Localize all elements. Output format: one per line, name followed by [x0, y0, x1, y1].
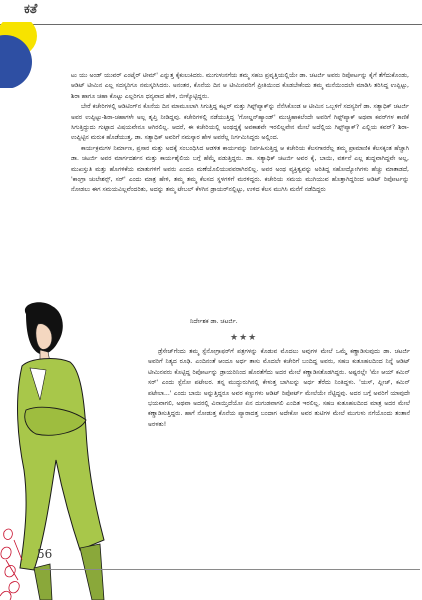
- red-flowers: [0, 529, 22, 600]
- header-divider: [0, 24, 422, 25]
- section-title: ಕತೆ: [24, 2, 38, 17]
- article-body-part-2: [148, 347, 410, 430]
- sun-circle-decoration: [0, 22, 60, 88]
- footer-divider: [40, 569, 420, 570]
- article-body-part-1: [71, 71, 409, 196]
- paragraph: ಬೇರೆ ಕಚೇರಿಗಳಲ್ಲಿ ಆಡಿಟಿಂಗ್‌ನ ಕೊನೆಯ ದಿನ ಮಾಮೂಲಾಗಿ ಸಿಗುತ್ತಿದ್ದ ಕಟ್ಲರ್ ಮತ್ತು ಗಿಫ್ಟ್‌ಪ್ಯಾಕ್‌ನ್ನು ನೆನೆಸಿಕೊಂಡ ಆ ಟೀಮಿನ ಒಬ್ಬಳಿಗೆ ಸದಸ್ಯರಿಗೆ ಡಾ. ಸತ್ಯಾಧಿಕ್ ಚಟರ್ಜಿ ಅವರ ಉಪ್ಪಿಟ್ಟು-ಶಿರಾ-ಚಹಾಗಳೇ ಅಲ್ಲ ತೃಪ್ತಿ ನೀಡಿದ್ದವು. ಕಚೇರಿಗಳಲ್ಲಿ ನಡೆಯುತ್ತಿದ್ದ 'ಗೋಲ್ಡನ್‌ಹ್ಯಾಂಡ್' ಮುಚ್ಚಿಹಾಕಲೆಂದೇ ಅವರಿಗೆ ಗಿಫ್ಟ್‌ಪ್ಯಾಕ್ ಅಥವಾ ಕವರ್‌ಗಳ ಕಾಣಿಕೆ ಸಿಗುತ್ತಿದ್ದುದು ಗುಟ್ಟಾದ ವಿಷಯವೇನೂ ಆಗಿರಲಿಲ್ಲ. ಆದರೆ, ಈ ಕಚೇರಿಯಲ್ಲಿ ಅಂಥದ್ದಕ್ಕೆ ಅವಕಾಶವೇ ಇರಲಿಲ್ಲವೇನ ಮೇಲೆ ಅದೆಲ್ಲಿಯ ಗಿಫ್ಟ್‌ಪ್ಯಾಕ್? ಎಲ್ಲಿಯ ಕವರ್? ಶಿರಾ-ಉಪ್ಪಿಟ್ಟಿನ ಮರುಕ ಹೊಡೆಯುತ್ತ, ಡಾ. ಸತ್ಯಾಧಿಕ್ ಅವರಿಗೆ ನಮಸ್ಕಾರ ಹೇಳ ಅವರೆಲ್ಲ ನಿರ್ಗಮಿಸಿದ್ದರು ಅಲ್ಲಿಂದ.: [71, 103, 409, 142]
- green-coat: [18, 359, 104, 570]
- paragraph: ಡ್ರೆಸೇಜ್‌ಗೆಂದು ತಮ್ಮ ಸ್ಟೆನೋಗ್ರಾಫರ್‌ಗೆ ಪತ್ರಗಳನ್ನು ಕೊಡುವ ಮೊದಲು ಅವುಗಳ ಮೇಲೆ ಒಮ್ಮೆ ಕಣ್ಣಾಡಿಸುವುದು ಡಾ. ಚಟರ್ಜಿ ಅವರಿಗೆ ನಿತ್ಯದ ರೂಢಿ. ಎಂದಿನಂತೆ ಆಂದೂ ಅರ್ಧ ತಾಸು ಮೊದಲೇ ಕಚೇರಿಗೆ ಬಂದಿದ್ದ ಅವರು, ಸಹಜ ಕುತೂಹಲದಿಂದ ನಿನ್ನೆ ಆಡಿಟ್ ಟೀಮಿನವರು ಕೊಟ್ಟಿದ್ದ ರಿಪೋರ್ಟನ್ನು ಡ್ರಾಯರಿನಿಂದ ಹೊರತೆಗೆದು ಅದರ ಮೇಲೆ ಕಣ್ಣಾಡಿಸತೊಡಗಿದ್ದರು. ಅಷ್ಟರಲ್ಲೇ 'ಮೇ ಆಯ್ ಕಮಿನ್ ಸರ್' ಎಂದು ಸ್ಟೆನೋ ಪಟೇಲರ. ತನ್ನ ಮುದ್ದುರುಗಿನಲ್ಲಿ ಕೇಳುತ್ತ ಬಾಗಿಲನ್ನು ಅರ್ಧ ತೆರೆದು ನಿಂತಿದ್ದಳು. 'ಯಸ್, ಪ್ಲೀಜ್, ಕಮಿನ್ ಪಟೇಲಾ...' ಎಂದು ಬಾಯಿ ಅನ್ನುತ್ತಿದ್ದರೂ ಅವರ ಕಣ್ಣುಗಳು ಆಡಿಟ್ ರಿಪೋರ್ಟ್ ಮೇಲೆಯೇ ನೆಟ್ಟಿದ್ದವು. ಅದರ ಬಗ್ಗೆ ಅವರಿಗೆ ಯಾವುದೇ ಭಯವಾಗಲಿ, ಅಥವಾ ಅದರಲ್ಲಿ ವಿನಾಯ್ತಿದೆಯೋ ಏನ ದುಗುಡವಾಗಲಿ ಎಂದಿತ ಇರಲಿಲ್ಲ. ಸಹಜ ಕುತೂಹಲದಿಂದ ಮಾತ್ರ ಅದರ ಮೇಲೆ ಕಣ್ಣಾಡಿಸುತ್ತಿದ್ದರು. ಹಾಗೆ ನೋಡುತ್ತ ಕೊನೆಯ ಪ್ಯಾರಾದತ್ತ ಬಂದಾಗ ಅದೇಕೋ ಅವರ ತುಟಿಗಳ ಮೇಲೆ ಮುಗುಳು ನಗೆಯೊಂದು ತಂತಾನೆ ಅರಳತು!: [148, 348, 410, 428]
- paragraph-end-line: ನಿರ್ದೇಶಕ ಡಾ. ಚಟರ್ಜಿ.: [190, 318, 238, 325]
- woman-illustration: [0, 300, 150, 600]
- paragraph: ಟು ಯು ಅಂಡ್ ಯುವರ್ ಎಂಟೈರ್ ಟೀಮ್' ಎನ್ನುತ್ತ ಕೈಕುಲುಕಿದರು. ಮುಗುಳುನಗೆಯ ತಮ್ಮ ಸಹಜ ಪ್ರವೃತ್ತಿಯಲ್ಲಿಯೇ ಡಾ. ಚಟರ್ಜಿ ಅವರು ರಿಪೋರ್ಟನ್ನು ಕೈಗೆ ತೆಗೆದುಕೊಂಡು, ಆಡಿಟ್ ಟೀಮಿನ ಎಲ್ಲ ಸದಸ್ಯರಿಗೂ ನಮಸ್ಕರಿಸಿದರು. ಅನಂತರ, ಕೊನೆಯ ದಿನ ಆ ಟೀಮಿನವರಿಗೆ ಪ್ರೀತಿಯಿಂದ ಕೊಡಬೇಕೆಂದು ತಮ್ಮ ಮನೆಯಿಂದಲೇ ಮಾಡಿಸಿ ತರಿಸಿದ್ದ ಉಪ್ಪಿಟ್ಟು, ಶಿರಾ ಹಾಗೂ ಚಹಾ ಕೊಟ್ಟು ಎಲ್ಲರಿಗೂ ಧನ್ಯವಾದ ಹೇಳಿ, ಬೀಳ್ಕೊಟ್ಟಿದ್ದರು.: [71, 72, 409, 100]
- page-number: 56: [37, 547, 53, 561]
- section-separator: ★★★: [230, 333, 258, 343]
- paragraph: ಕಾರ್ಯಕ್ರಮಗಳ ನಿರ್ಮಾಣ, ಪ್ರಸಾರ ಮತ್ತು ಅದಕ್ಕೆ ಸಂಬಂಧಿಸಿದ ಆಡಳಿತ ಕಾರ್ಯವನ್ನು ನಿರ್ವಹಿಸುತ್ತಿದ್ದ ಆ ಕಚೇರಿಯ ಕೆಲಸಗಾರರೆಲ್ಲ ತಮ್ಮ ಪ್ರಾಮಾಣಿಕ ಕೆಲಸಕ್ಕಂತ ಹೆಚ್ಚಾಗಿ ಡಾ. ಚಟರ್ಜಿ ಅವರ ಮಾರ್ಗದರ್ಶನ ಮತ್ತು ಕಾರ್ಯಶೈಲಿಯ ಬಗ್ಗೆ ಹೆಮ್ಮೆ ಪಡುತ್ತಿದ್ದರು. ಡಾ. ಸತ್ಯಾಧಿಕ್ ಚಟರ್ಜಿ ಅವರ ಕೈ, ಬಾಯಿ, ವರ್ತನೆ ಎಲ್ಲ ಶುದ್ಧವಾಗಿದ್ದವೇ ಅಲ್ಲ, ಮುಖಸ್ತುತಿ ಮತ್ತು ಹೊಗಳಿಕೆಯ ಮಾತುಗಳಿಗೆ ಅವರು ಎಂದೂ ಮಣೆಯೊಲಿಯುವವರಾಗಿರಲಿಲ್ಲ. ಅವರ ಅಂಥ ವ್ಯಕ್ತಿತ್ವವನ್ನು ಅರಿತಿದ್ದ ಸಹೋದ್ಯೋಗಿಗಳು ಹೆಚ್ಚು ಮಾತಾಡದೆ, 'ಕಾಂಗ್ರಾ ಚುಲೇಶನ್ಸ್, ಸರ್' ಎಂದು ಮಾತ್ರ ಹೇಳಿ, ತಮ್ಮ ತಮ್ಮ ಕೆಲಸದ ಸ್ಥಳಗಳಿಗೆ ಮರಳಿದ್ದರು. ಕಚೇರಿಯ ಸಮಯ ಮುಗಿಯುವ ಹೊತ್ತಾಗಿದ್ದರಿಂದ ಆಡಿಟ್ ರಿಪೋರ್ಟನ್ನು ನೋಡಲು ಈಗ ಸಮಯವಿಲ್ಲವೆಂದರಿತು, ಅದನ್ನು ತಮ್ಮ ಟೇಬಲ್ ಕೆಳಗಿನ ಡ್ರಾಯರ್‌ನಲ್ಲಿಟ್ಟು, ಉಳಿದ ಕೆಲಸ ಮುಗಿಸಿ ಮನೆಗೆ ನಡೆದಿದ್ದರು: [71, 144, 409, 194]
